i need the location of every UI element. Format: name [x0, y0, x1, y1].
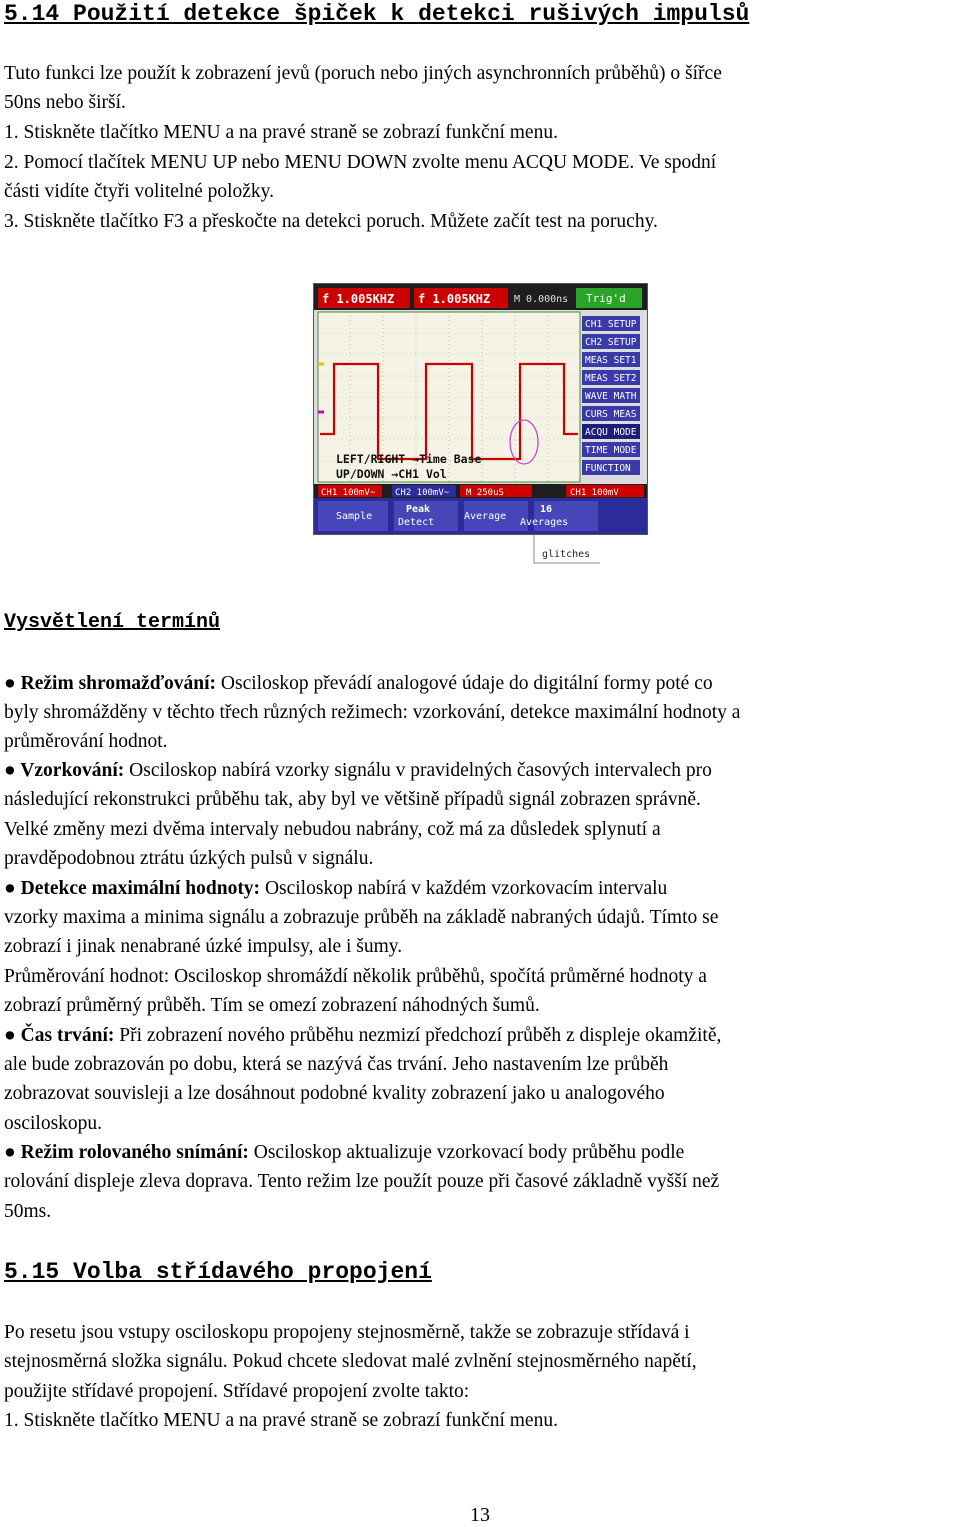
softkey-peak: Peak	[406, 504, 431, 515]
term-sampling-line-3: Velké změny mezi dvěma intervaly nebudou nabrány, což má za důsledek splynutí a	[4, 819, 661, 840]
term-sampling-line-2: následující rekonstrukci průběhu tak, aby byl ve většině případů signál zobrazen správně.	[4, 789, 701, 810]
ac-coupling-line-2: stejnosměrná složka signálu. Pokud chcete sledovat malé zvlnění stejnosměrného napětí,	[4, 1351, 697, 1372]
term-sampling-line-4: pravděpodobnou ztrátu úzkých pulsů v signálu.	[4, 848, 374, 869]
term-acquisition-line-3: průměrování hodnot.	[4, 731, 168, 752]
trigger-source-status: CH1 100mV	[570, 488, 619, 498]
section-title-5-15: 5.15 Volba střídavého propojení	[4, 1259, 432, 1285]
term-roll-line-1: ● Režim rolovaného snímání: Osciloskop aktualizuje vzorkovací body průběhu podle	[4, 1142, 685, 1163]
ac-coupling-line-4: 1. Stiskněte tlačítko MENU a na pravé straně se zobrazí funkční menu.	[4, 1410, 558, 1431]
term-average-line-1: Průměrování hodnot: Osciloskop shromáždí několik průběhů, spočítá průměrné hodnoty a	[4, 966, 707, 987]
menu-item-acqu-mode: ACQU MODE	[585, 427, 637, 438]
ch1-status: CH1 100mV~	[321, 488, 376, 498]
freq-readout-1: f 1.005KHZ	[322, 292, 395, 306]
glitches-callout	[520, 535, 610, 567]
step-2-line-1: 2. Pomocí tlačítek MENU UP nebo MENU DOWN zvolte menu ACQU MODE. Ve spodní	[4, 152, 717, 173]
menu-item-meas-set2: MEAS SET2	[585, 373, 637, 384]
softkey-averages: Averages	[520, 517, 569, 528]
page-number: 13	[470, 1504, 490, 1526]
terms-heading: Vysvětlení termínů	[4, 611, 221, 634]
intro-line-2: 50ns nebo širší.	[4, 92, 126, 113]
softkey-average: Average	[464, 511, 507, 522]
ac-coupling-line-1: Po resetu jsou vstupy osciloskopu propojeny stejnosměrně, takže se zobrazuje střídavá i	[4, 1322, 690, 1343]
section-title-5-14: 5.14 Použití detekce špiček k detekci rušivých impulsů	[4, 1, 750, 27]
trigger-status: Trig'd	[586, 292, 626, 305]
step-1: 1. Stiskněte tlačítko MENU a na pravé straně se zobrazí funkční menu.	[4, 122, 558, 143]
freq-readout-2: f 1.005KHZ	[418, 292, 491, 306]
term-persistence-line-3: zobrazovat souvisleji a lze dosáhnout podobné kvality zobrazení jako u analogového	[4, 1083, 665, 1104]
glitches-label: glitches	[542, 549, 591, 560]
menu-item-ch2-setup: CH2 SETUP	[585, 337, 637, 348]
term-persistence-line-1: ● Čas trvání: Při zobrazení nového průběhu nezmizí předchozí průběh z displeje okamžitě,	[4, 1025, 722, 1046]
oscilloscope-display	[314, 284, 647, 534]
term-roll-line-2: rolování displeje zleva doprava. Tento režim lze použít pouze při časové základně vyšší než	[4, 1171, 720, 1192]
menu-item-time-mode: TIME MODE	[585, 445, 637, 456]
intro-line-1: Tuto funkci lze použít k zobrazení jevů (poruch nebo jiných asynchronních průběhů) o šířce	[4, 63, 722, 84]
hint-line-1: LEFT/RIGHT →Time Base	[336, 452, 482, 466]
step-2-line-2: části vidíte čtyři volitelné položky.	[4, 181, 275, 202]
time-position: M 0.000ns	[514, 294, 569, 305]
softkey-detect: Detect	[398, 517, 435, 528]
term-average-line-2: zobrazí průměrný průběh. Tím se omezí zobrazení náhodných šumů.	[4, 995, 540, 1016]
timebase-status: M 250uS	[466, 488, 504, 498]
menu-item-meas-set1: MEAS SET1	[585, 355, 637, 366]
menu-item-curs-meas: CURS MEAS	[585, 409, 637, 420]
menu-item-function: FUNCTION	[585, 463, 631, 474]
ac-coupling-line-3: použijte střídavé propojení. Střídavé propojení zvolte takto:	[4, 1381, 470, 1402]
term-acquisition-line-1: ● Režim shromažďování: Osciloskop převádí analogové údaje do digitální formy poté co	[4, 673, 713, 694]
oscilloscope-screenshot	[313, 283, 648, 535]
term-acquisition-line-2: byly shromážděny v těchto třech různých režimech: vzorkování, detekce maximální hodnoty a	[4, 702, 741, 723]
menu-item-wave-math: WAVE MATH	[585, 391, 637, 402]
term-peak-line-1: ● Detekce maximální hodnoty: Osciloskop nabírá v každém vzorkovacím intervalu	[4, 878, 668, 899]
term-peak-line-2: vzorky maxima a minima signálu a zobrazuje průběh na základě nabraných údajů. Tímto se	[4, 907, 719, 928]
softkey-avg-number: 16	[540, 504, 553, 515]
softkey-sample: Sample	[336, 511, 373, 522]
term-roll-line-3: 50ms.	[4, 1201, 52, 1222]
hint-line-2: UP/DOWN →CH1 Vol	[336, 467, 447, 481]
ch2-status: CH2 100mV~	[395, 488, 450, 498]
term-peak-line-3: zobrazí i jinak nenabrané úzké impulsy, ale i šumy.	[4, 936, 403, 957]
step-3: 3. Stiskněte tlačítko F3 a přeskočte na detekci poruch. Můžete začít test na poruchy.	[4, 211, 658, 232]
term-persistence-line-2: ale bude zobrazován po dobu, která se nazývá čas trvání. Jeho nastavením lze průběh	[4, 1054, 669, 1075]
term-persistence-line-4: osciloskopu.	[4, 1113, 103, 1134]
menu-item-ch1-setup: CH1 SETUP	[585, 319, 637, 330]
term-sampling-line-1: ● Vzorkování: Osciloskop nabírá vzorky signálu v pravidelných časových intervalech pro	[4, 760, 712, 781]
